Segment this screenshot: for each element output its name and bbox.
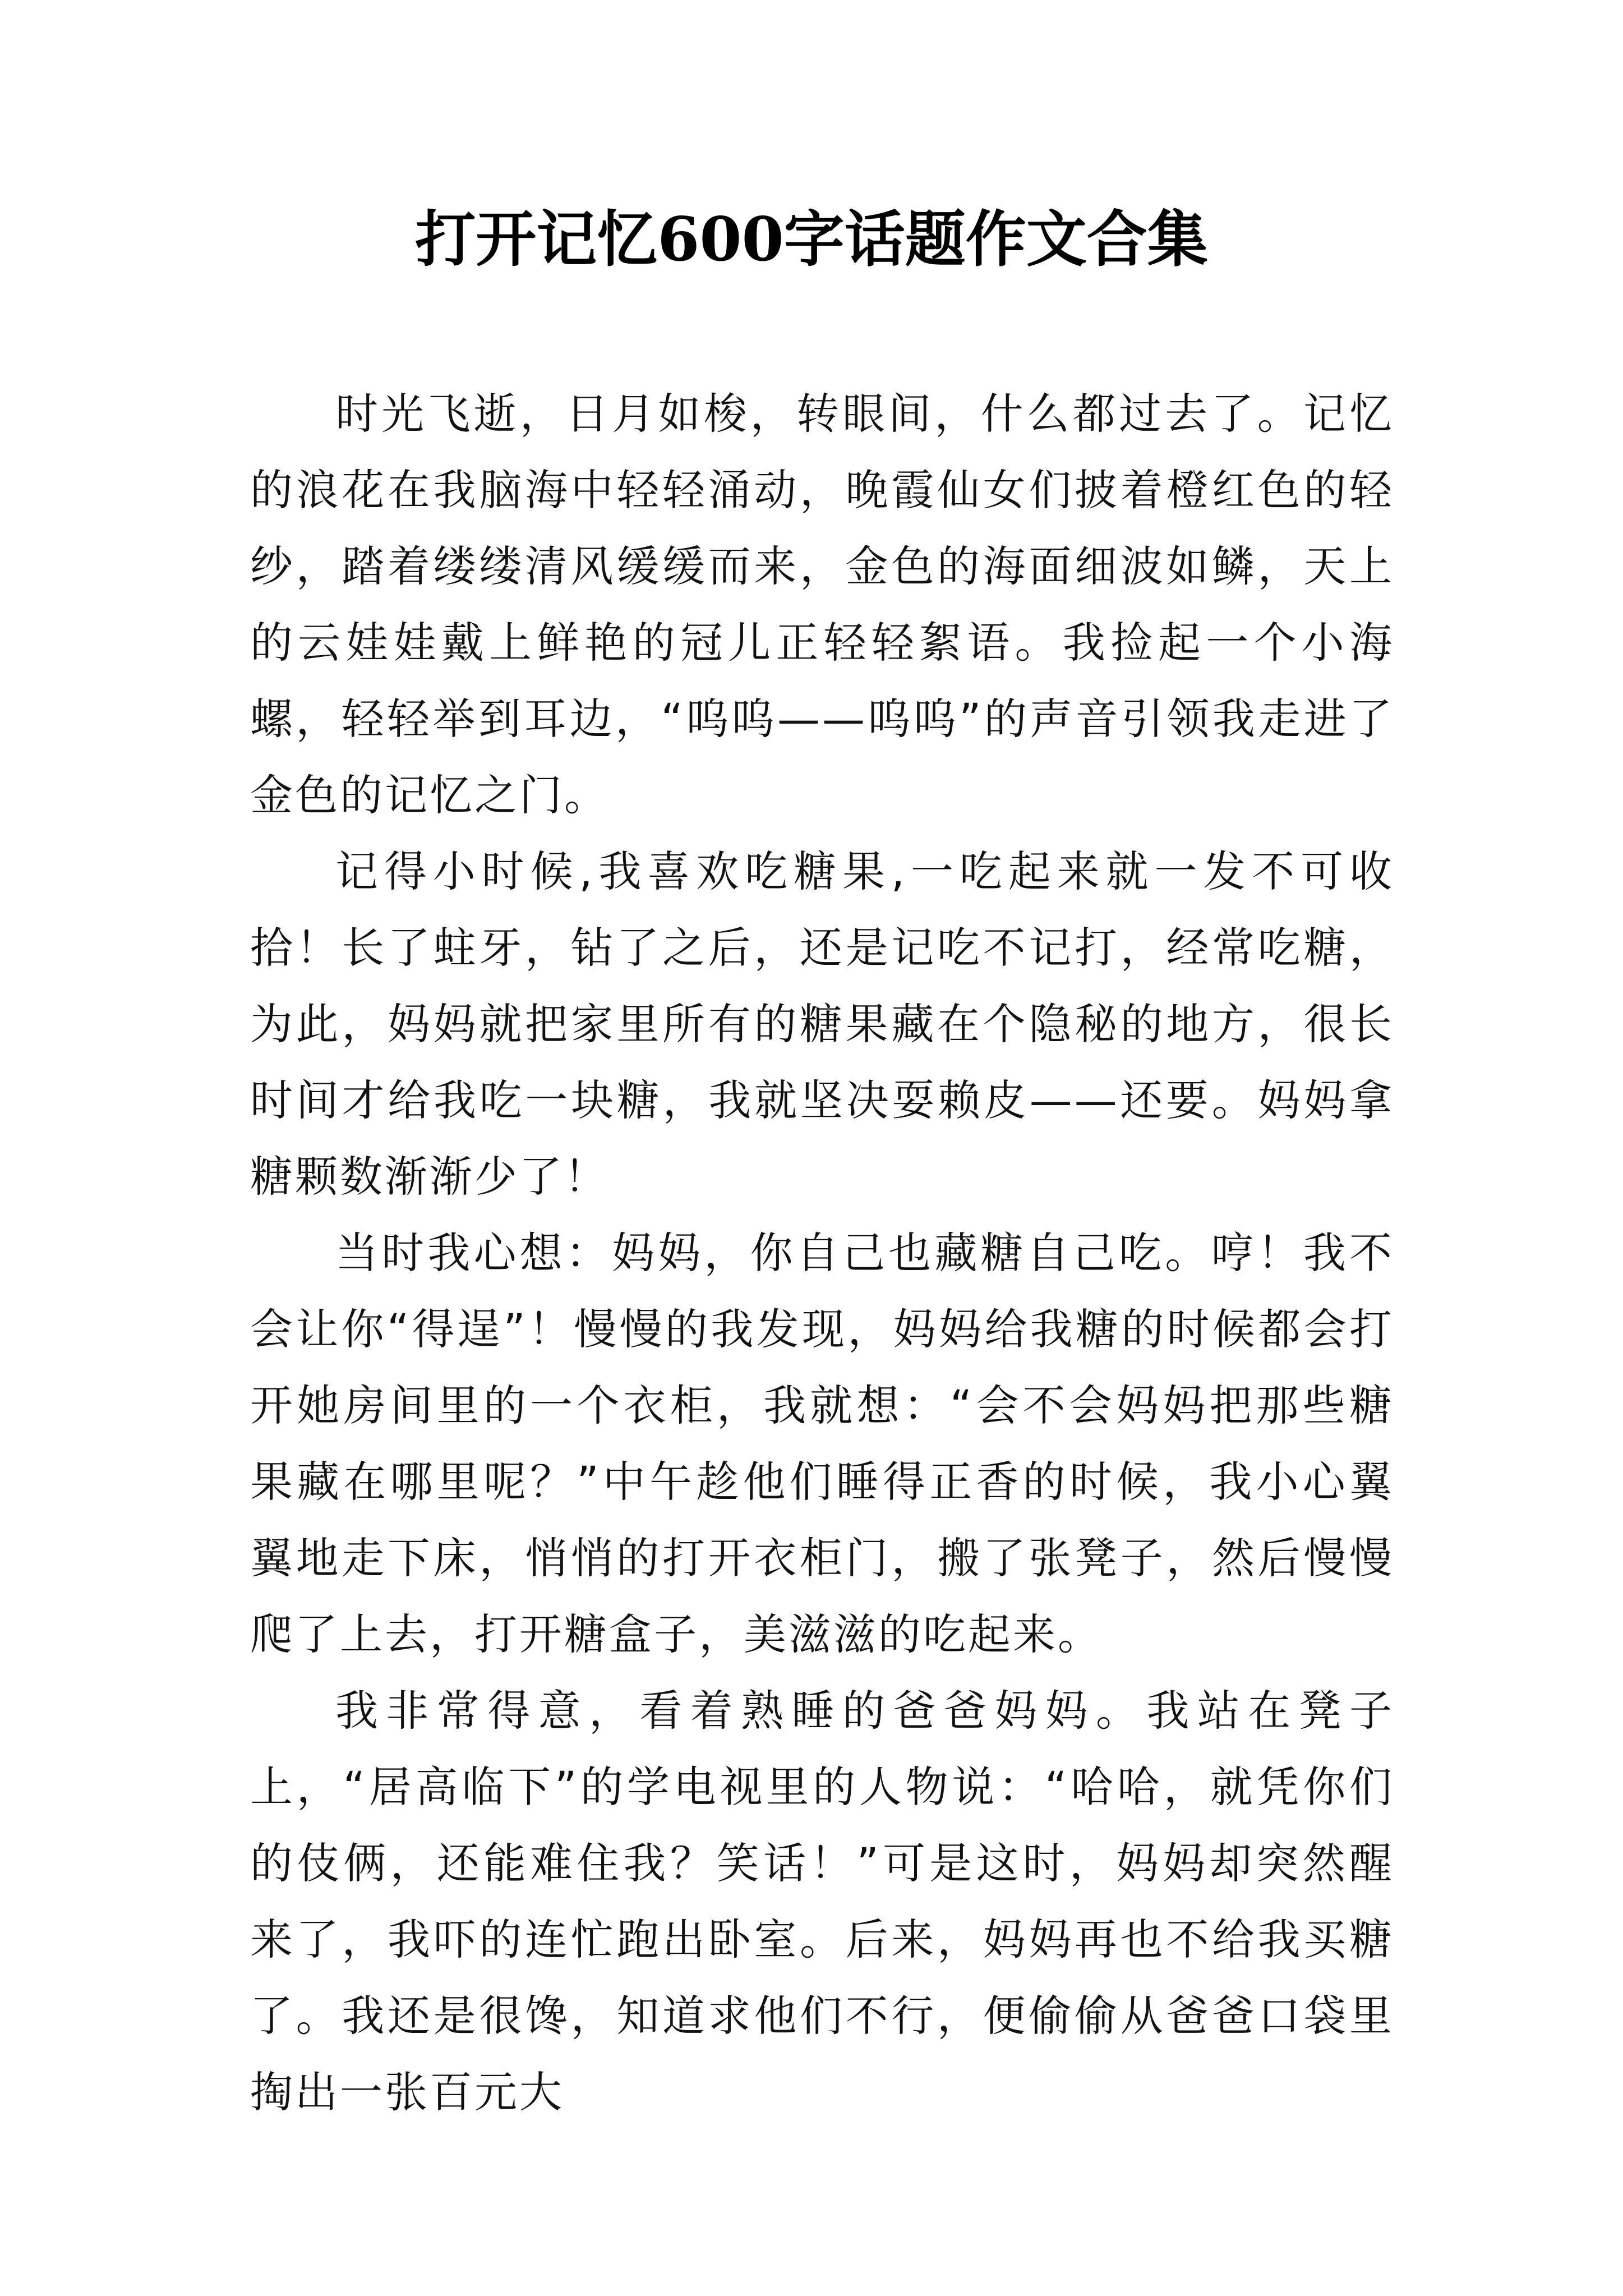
paragraph: 时光飞逝，日月如梭，转眼间，什么都过去了。记忆的浪花在我脑海中轻轻涌动，晚霞仙女们披着橙红色的轻纱，踏着缕缕清风缓缓而来，金色的海面细波如鳞，天上的云娃娃戴上鲜艳的冠儿正轻轻絮语。我捡起一个小海螺，轻轻举到耳边，“呜呜——呜呜”的声音引领我走进了金色的记忆之门。	[250, 389, 1394, 820]
document-body	[250, 376, 1394, 2131]
document-title: 打开记忆600字话题作文合集	[415, 204, 1208, 275]
paragraph: 我非常得意，看着熟睡的爸爸妈妈。我站在凳子上，“居高临下”的学电视里的人物说：“哈哈，就凭你们的伎俩，还能难住我？笑话！”可是这时，妈妈却突然醒来了，我吓的连忙跑出卧室。后来，妈妈再也不给我买糖了。我还是很馋，知道求他们不行，便偷偷从爸爸口袋里掏出一张百元大	[250, 1686, 1394, 2117]
paragraph: 记得小时候,我喜欢吃糖果,一吃起来就一发不可收拾！长了蛀牙，钻了之后，还是记吃不记打，经常吃糖，为此，妈妈就把家里所有的糖果藏在个隐秘的地方，很长时间才给我吃一块糖，我就坚决耍赖皮——还要。妈妈拿糖颗数渐渐少了！	[250, 846, 1394, 1202]
paragraph: 当时我心想：妈妈，你自己也藏糖自己吃。哼！我不会让你“得逞”！慢慢的我发现，妈妈给我糖的时候都会打开她房间里的一个衣柜，我就想：“会不会妈妈把那些糖果藏在哪里呢？”中午趁他们睡得正香的时候，我小心翼翼地走下床，悄悄的打开衣柜门，搬了张凳子，然后慢慢爬了上去，打开糖盒子，美滋滋的吃起来。	[250, 1228, 1394, 1659]
